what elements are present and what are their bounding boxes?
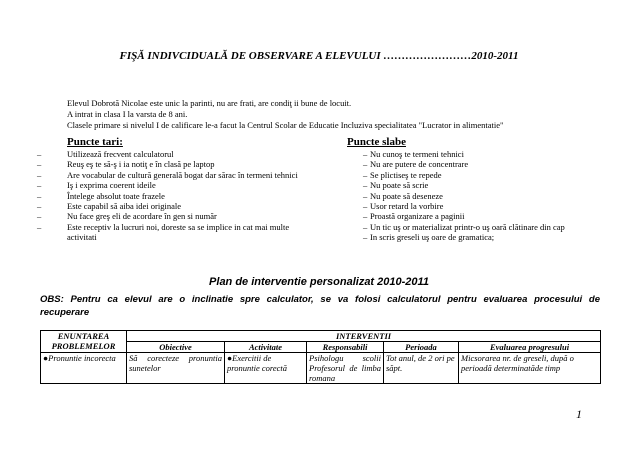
intro-line-family: Elevul Dobrotă Nicolae este unic la parinti, nu are frati, are condiţ ii bune de locuit.	[67, 98, 352, 108]
document-title: FIŞĂ INDIVCIDUALĂ DE OBSERVARE A ELEVULUI ……………………2010-2011	[119, 50, 519, 62]
list-item: – Se plictiseş te repede	[363, 170, 623, 180]
period-cell: Tot anul, de 2 ori pe săpt.	[384, 353, 459, 384]
list-item: – Nu are putere de concentrare	[363, 159, 623, 169]
plan-title: Plan de interventie personalizat 2010-2011	[209, 276, 429, 288]
problems-header-line2: PROBLEMELOR	[51, 341, 116, 351]
student-intro	[67, 98, 607, 131]
list-item: – Nu cunoş te termeni tehnici	[363, 149, 623, 159]
period-header: Perioada	[384, 342, 459, 353]
strengths-heading: Puncte tari:	[67, 136, 123, 148]
list-item: – Nu face greş eli de acordare în gen si număr	[37, 211, 312, 221]
list-item: – Nu poate să scrie	[363, 180, 623, 190]
list-item: – In scris greseli uş oare de gramatica;	[363, 232, 623, 242]
evaluation-header: Evaluarea progresului	[459, 342, 601, 353]
list-item: – Este capabil să aiba idei originale	[37, 201, 312, 211]
page-number: 1	[576, 407, 582, 421]
responsible-cell: Psihologu scolii Profesorul de limba romana	[307, 353, 384, 384]
list-item: – Un tic uş or materializat printr-o uş oară clătinare din cap	[363, 222, 623, 232]
evaluation-cell: Micsorarea nr. de greseli, după o perioadă determinatăde timp	[459, 353, 601, 384]
objectives-header: Obiective	[127, 342, 225, 353]
list-item: – Utilizează frecvent calculatorul	[37, 149, 312, 159]
intro-line-age: A intrat in clasa I la varsta de 8 ani.	[67, 109, 188, 119]
list-item: – Întelege absolut toate frazele	[37, 191, 312, 201]
problems-header-line1: ENUNTAREA	[57, 331, 110, 341]
intro-line-education: Clasele primare si nivelul I de calificare le-a facut la Centrul Scolar de Educatie Incluziva specialitatea "Lucrator in alimentatie"	[67, 120, 504, 130]
table-row	[41, 353, 601, 384]
intervention-table	[40, 330, 601, 384]
responsible-header: Responsabili	[307, 342, 384, 353]
list-item: – Este receptiv la lucruri noi, doreste sa se implice in cat mai multe activitati	[37, 222, 312, 243]
weaknesses-list	[363, 149, 623, 243]
interventions-header: INTERVENTII	[127, 331, 601, 342]
table-header-row	[41, 331, 601, 342]
list-item: – Reuş eş te să-ş i ia notiţ e în clasă pe laptop	[37, 159, 312, 169]
problem-cell: ●Pronuntie incorecta	[41, 353, 127, 384]
list-item: – Proastă organizare a paginii	[363, 211, 623, 221]
objective-cell: Să corecteze pronuntia sunetelor	[127, 353, 225, 384]
list-item: – Usor retard la vorbire	[363, 201, 623, 211]
activity-cell: ●Exercitii de pronuntie corectă	[225, 353, 307, 384]
obs-note-line-2: recuperare	[40, 307, 90, 318]
strengths-list	[37, 149, 312, 243]
list-item: – Nu poate să deseneze	[363, 191, 623, 201]
obs-note-line-1: OBS: Pentru ca elevul are o inclinatie spre calculator, se va folosi calculatorul pentru evaluarea procesului de	[40, 294, 600, 305]
weaknesses-heading: Puncte slabe	[347, 136, 406, 148]
list-item: – Are vocabular de cultură generală bogat dar sărac în termeni tehnici	[37, 170, 312, 180]
list-item: – Iş i exprima coerent ideile	[37, 180, 312, 190]
problems-header	[41, 331, 127, 353]
activity-header: Activitate	[225, 342, 307, 353]
